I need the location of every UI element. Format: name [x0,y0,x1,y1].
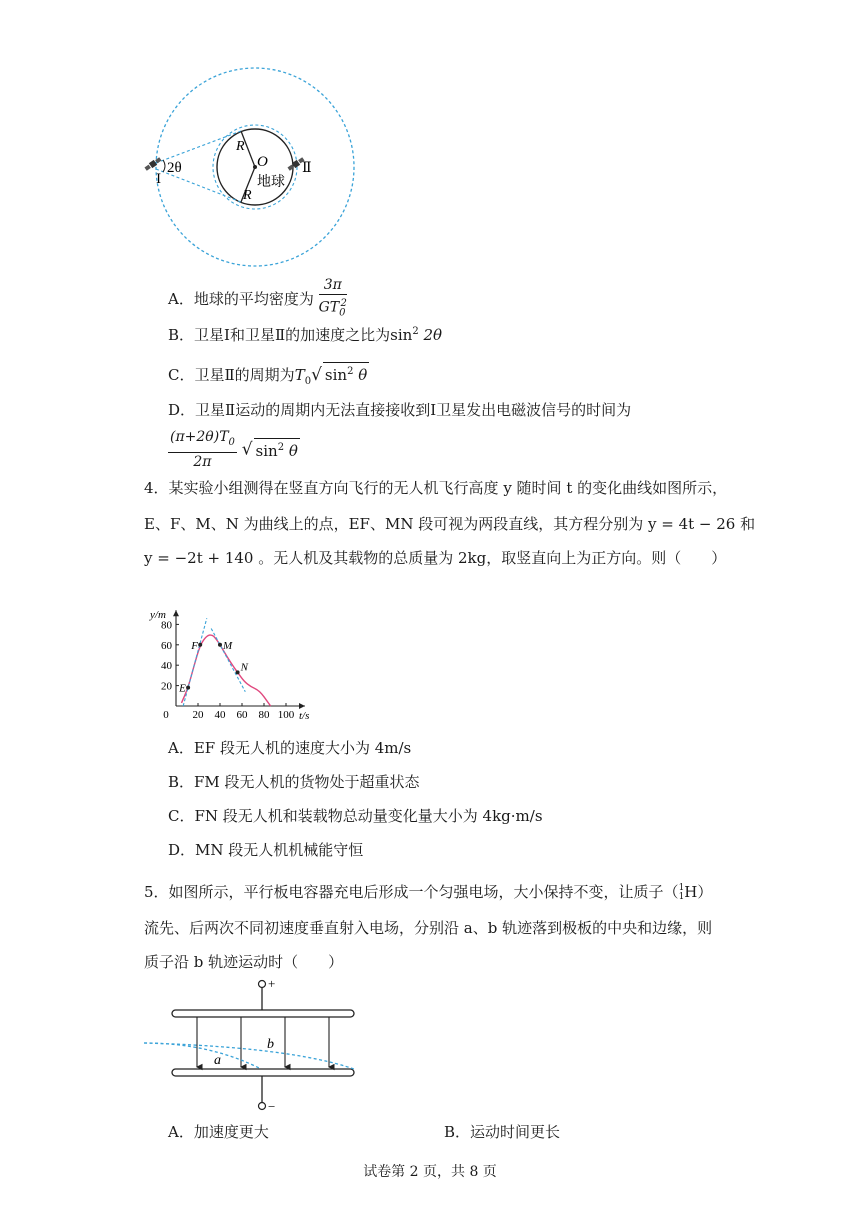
x-tick-label: 100 [277,709,295,721]
y-tick-label: 20 [161,680,172,693]
orbit-figure [140,60,380,275]
label-O: O [257,154,268,170]
label-R-bottom: R [243,188,252,203]
point-F [198,643,202,647]
q5-line-2: 流先、后两次不同初速度垂直射入电场，分别沿 a、b 轨迹落到极板的中央和边缘，则 [144,919,713,937]
x-tick-label: 20 [192,709,204,721]
x-axis-arrow [299,703,305,709]
bottom-plate [172,1069,354,1076]
angle-arc [163,160,165,172]
y-tick-label: 80 [161,619,172,632]
q4-option-c: C．FN 段无人机和装载物总动量变化量大小为 4kg·m/s [168,807,543,825]
x-tick-label: 80 [258,709,270,721]
page-footer: 试卷第 2 页，共 8 页 [363,1164,497,1180]
q5-line-1: 5．如图所示，平行板电容器充电后形成一个匀强电场，大小保持不变，让质子（ 1 1 H） [144,883,713,902]
q4-line-1: 4．某实验小组测得在竖直方向飞行的无人机飞行高度 y 随时间 t 的变化曲线如图所示， [144,479,728,497]
q3-option-d: D．卫星Ⅱ运动的周期内无法直接接收到Ⅰ卫星发出电磁波信号的时间为 [168,401,632,419]
q5-option-a: A．加速度更大 [168,1123,269,1141]
density-fraction: $\frac{3\pi}{GT_0^2}$ [318,277,347,319]
point-M [218,643,222,647]
point-E [186,686,190,690]
trajectory-a [144,1043,261,1069]
point-label-M: M [223,639,233,652]
x-axis-label: t/s [299,710,310,722]
y-tick-label: 60 [161,639,172,652]
minus-sign: − [268,1099,276,1114]
label-satellite-2: Ⅱ [302,161,312,176]
label-satellite-1: Ⅰ [156,171,162,186]
tangent-line-ef [183,618,207,706]
q5-option-b: B．运动时间更长 [444,1123,561,1141]
q3-option-d-formula: $\frac{(\pi+2\theta)T_0}{2\pi}$ √ $\sin^2 \theta$ [170,429,298,470]
q4-line-2: E、F、M、N 为曲线上的点，EF、MN 段可视为两段直线，其方程分别为 y = 4t − 26 和 [144,515,756,533]
trajectory-b [144,1043,354,1069]
tangent-top [156,131,241,163]
y-axis-label: y/m [150,609,166,622]
top-plate [172,1010,354,1017]
point-label-N: N [240,661,248,674]
q4-option-d: D．MN 段无人机机械能守恒 [168,841,364,859]
q5-line-3: 质子沿 b 轨迹运动时（ ） [144,953,344,971]
q3-option-c: C．卫星Ⅱ的周期为$T_0√$ $\sin^2 \theta$ [168,362,369,392]
point-label-F: F [191,639,198,652]
x-tick-label: 60 [236,709,248,721]
q3-option-a: A．地球的平均密度为 $\frac{3\pi}{GT_0^2}$ [168,276,347,322]
top-terminal [259,981,266,988]
q4-option-b: B．FM 段无人机的货物处于超重状态 [168,773,420,791]
bottom-terminal [259,1103,266,1110]
tangent-line-mn [211,628,245,691]
label-R-top: R [236,139,245,154]
y-tick-label: 40 [161,660,172,673]
height-time-chart [140,578,330,726]
point-label-E: E [179,682,186,695]
x-tick-label: 0 [163,709,169,721]
capacitor-figure [140,975,365,1115]
label-earth: 地球 [257,175,285,190]
satellite-1-icon [144,156,162,171]
x-tick-label: 40 [214,709,226,721]
point-N [236,670,240,674]
q4-line-3: y = −2t + 140 。无人机及其载物的总质量为 2kg，取竖直向上为正方向。则（ ） [144,549,727,567]
label-a: a [214,1053,221,1068]
y-axis-arrow [173,610,179,616]
q4-option-a: A．EF 段无人机的速度大小为 4m/s [168,739,412,757]
label-2theta: 2θ [167,160,182,176]
label-b: b [267,1037,274,1052]
plus-sign: + [268,976,276,991]
q3-option-b: B．卫星Ⅰ和卫星Ⅱ的加速度之比为$\sin^2 2\theta$ [168,326,443,344]
